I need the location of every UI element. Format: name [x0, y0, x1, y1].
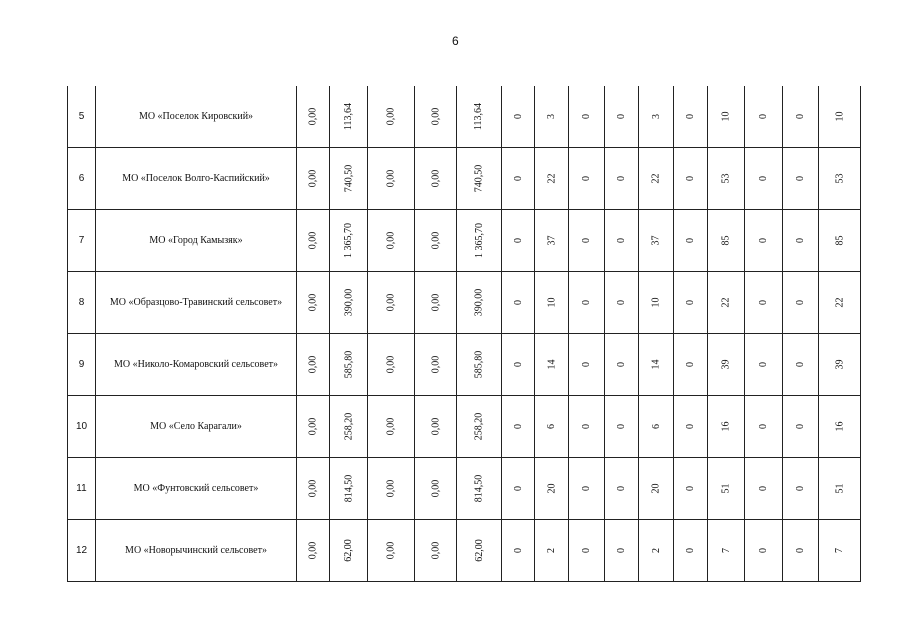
value-cell: [415, 458, 457, 520]
municipality-name: МО «Поселок Волго-Каспийский»: [96, 148, 297, 210]
value-cell: [457, 458, 502, 520]
value-text: 0: [758, 424, 769, 429]
value-text: 0: [512, 176, 524, 181]
value-cell: [415, 148, 457, 210]
value-cell: [535, 210, 569, 272]
value-text: 585,80: [473, 350, 485, 379]
value-cell: [745, 396, 783, 458]
data-table: [67, 86, 861, 582]
value-text: 6: [650, 424, 662, 429]
municipality-name: МО «Фунтовский сельсовет»: [96, 458, 297, 520]
value-text: 85: [720, 235, 732, 246]
table-row: [68, 458, 861, 520]
value-cell: [535, 396, 569, 458]
value-cell: [415, 396, 457, 458]
value-cell: [708, 396, 745, 458]
value-cell: [674, 86, 708, 148]
value-cell: [569, 458, 605, 520]
value-text: 0,00: [430, 107, 441, 126]
value-cell: [297, 272, 330, 334]
value-text: 22: [834, 297, 845, 308]
value-cell: [674, 396, 708, 458]
value-text: 0: [685, 362, 696, 367]
value-text: 0: [581, 300, 592, 305]
value-cell: [502, 86, 535, 148]
row-number: 5: [68, 86, 96, 148]
value-cell: [569, 396, 605, 458]
value-cell: [745, 334, 783, 396]
value-text: 0: [581, 424, 592, 429]
value-cell: [605, 210, 639, 272]
value-cell: [368, 272, 415, 334]
value-text: 53: [834, 173, 845, 184]
value-cell: [639, 458, 674, 520]
municipality-name: МО «Поселок Кировский»: [96, 86, 297, 148]
value-cell: [674, 520, 708, 582]
value-cell: [330, 272, 368, 334]
value-text: 0: [685, 176, 696, 181]
value-text: 0,00: [430, 231, 441, 250]
value-cell: [457, 396, 502, 458]
value-cell: [368, 458, 415, 520]
value-text: 10: [720, 111, 732, 122]
value-cell: [745, 86, 783, 148]
value-text: 14: [650, 359, 662, 370]
value-cell: [535, 458, 569, 520]
value-text: 20: [546, 483, 557, 494]
value-text: 0: [581, 362, 592, 367]
value-cell: [674, 148, 708, 210]
value-text: 0: [758, 548, 769, 553]
value-text: 0: [616, 176, 627, 181]
value-text: 16: [720, 421, 732, 432]
value-text: 0,00: [385, 479, 397, 498]
value-cell: [535, 148, 569, 210]
value-cell: [502, 334, 535, 396]
value-text: 2: [650, 548, 662, 553]
value-cell: [783, 334, 819, 396]
value-text: 0,00: [385, 107, 397, 126]
value-cell: [535, 334, 569, 396]
value-text: 37: [546, 235, 557, 246]
value-cell: [639, 86, 674, 148]
value-cell: [605, 86, 639, 148]
row-number: 11: [68, 458, 96, 520]
value-cell: [297, 86, 330, 148]
value-text: 0: [616, 486, 627, 491]
value-cell: [605, 334, 639, 396]
value-text: 0,00: [430, 169, 441, 188]
value-cell: [605, 520, 639, 582]
value-text: 39: [834, 359, 845, 370]
value-cell: [708, 210, 745, 272]
value-cell: [674, 458, 708, 520]
value-cell: [569, 520, 605, 582]
value-cell: [535, 86, 569, 148]
value-text: 53: [720, 173, 732, 184]
page-number: 6: [452, 34, 459, 48]
value-cell: [415, 520, 457, 582]
value-text: 0: [581, 548, 592, 553]
value-text: 85: [834, 235, 845, 246]
value-cell: [297, 520, 330, 582]
value-text: 0: [512, 548, 524, 553]
value-cell: [639, 520, 674, 582]
value-text: 113,64: [342, 102, 354, 131]
value-text: 16: [834, 421, 845, 432]
value-text: 0: [758, 362, 769, 367]
value-text: 22: [650, 173, 662, 184]
value-text: 585,80: [343, 350, 354, 379]
value-text: 0: [685, 486, 696, 491]
value-cell: [783, 210, 819, 272]
value-text: 37: [650, 235, 662, 246]
value-text: 0: [581, 176, 592, 181]
value-text: 0: [512, 238, 524, 243]
value-text: 0: [795, 176, 806, 181]
row-number: 7: [68, 210, 96, 272]
value-cell: [708, 334, 745, 396]
value-cell: [502, 148, 535, 210]
value-text: 0: [685, 424, 696, 429]
value-text: 0: [581, 114, 592, 119]
value-text: 0,00: [430, 417, 441, 436]
value-cell: [502, 520, 535, 582]
value-text: 10: [546, 297, 557, 308]
value-text: 0: [795, 238, 806, 243]
value-text: 6: [546, 424, 557, 429]
value-cell: [639, 148, 674, 210]
value-text: 0: [685, 548, 696, 553]
value-text: 0: [581, 486, 592, 491]
value-cell: [819, 520, 861, 582]
row-number: 8: [68, 272, 96, 334]
value-text: 0: [512, 114, 524, 119]
value-cell: [569, 210, 605, 272]
value-cell: [502, 210, 535, 272]
value-text: 51: [834, 483, 845, 494]
value-text: 3: [546, 114, 557, 119]
value-cell: [745, 148, 783, 210]
value-cell: [605, 148, 639, 210]
value-cell: [783, 520, 819, 582]
value-text: 0,00: [307, 479, 319, 498]
value-cell: [297, 148, 330, 210]
value-text: 258,20: [343, 412, 354, 441]
value-text: 740,50: [343, 164, 354, 193]
value-cell: [783, 272, 819, 334]
value-cell: [330, 210, 368, 272]
value-text: 0,00: [385, 293, 397, 312]
value-text: 0,00: [385, 541, 397, 560]
value-cell: [368, 520, 415, 582]
value-text: 0: [685, 238, 696, 243]
value-text: 0: [795, 300, 806, 305]
row-number: 10: [68, 396, 96, 458]
municipality-name: МО «Николо-Комаровский сельсовет»: [96, 334, 297, 396]
value-text: 814,50: [343, 474, 354, 503]
value-text: 0: [581, 238, 592, 243]
value-text: 0,00: [385, 355, 397, 374]
municipality-name: МО «Новорычинский сельсовет»: [96, 520, 297, 582]
value-cell: [535, 272, 569, 334]
table-row: [68, 86, 861, 148]
value-cell: [819, 458, 861, 520]
value-cell: [639, 396, 674, 458]
value-cell: [819, 148, 861, 210]
value-text: 2: [546, 548, 557, 553]
value-cell: [535, 520, 569, 582]
value-cell: [674, 210, 708, 272]
value-cell: [708, 272, 745, 334]
value-text: 20: [650, 483, 662, 494]
value-cell: [745, 272, 783, 334]
value-text: 740,50: [473, 164, 485, 193]
value-cell: [569, 272, 605, 334]
value-text: 390,00: [473, 288, 485, 317]
value-cell: [783, 148, 819, 210]
value-cell: [330, 86, 368, 148]
value-text: 22: [546, 173, 557, 184]
value-text: 0,00: [430, 293, 441, 312]
value-text: 0,00: [307, 355, 319, 374]
value-cell: [368, 86, 415, 148]
value-cell: [457, 148, 502, 210]
value-text: 0,00: [307, 293, 319, 312]
value-cell: [605, 458, 639, 520]
municipality-name: МО «Образцово-Травинский сельсовет»: [96, 272, 297, 334]
value-text: 0: [758, 238, 769, 243]
value-text: 0: [758, 486, 769, 491]
value-text: 0: [685, 114, 696, 119]
row-number: 12: [68, 520, 96, 582]
value-cell: [457, 334, 502, 396]
value-cell: [457, 210, 502, 272]
value-text: 814,50: [473, 474, 485, 503]
table-row: [68, 520, 861, 582]
value-text: 390,00: [343, 288, 354, 317]
value-cell: [569, 86, 605, 148]
value-cell: [415, 86, 457, 148]
value-cell: [569, 148, 605, 210]
value-cell: [415, 334, 457, 396]
value-cell: [297, 396, 330, 458]
table-row: [68, 396, 861, 458]
value-cell: [297, 458, 330, 520]
value-text: 0,00: [385, 417, 397, 436]
value-cell: [674, 334, 708, 396]
value-cell: [708, 520, 745, 582]
value-cell: [457, 86, 502, 148]
value-text: 258,20: [473, 412, 485, 441]
value-cell: [783, 396, 819, 458]
value-text: 0: [616, 362, 627, 367]
value-text: 0: [616, 114, 627, 119]
value-cell: [708, 458, 745, 520]
data-table-container: [67, 86, 860, 578]
value-text: 0,00: [430, 355, 441, 374]
value-text: 62,00: [473, 539, 485, 562]
municipality-name: МО «Город Камызяк»: [96, 210, 297, 272]
value-text: 0: [795, 114, 806, 119]
value-text: 0: [616, 300, 627, 305]
value-cell: [819, 396, 861, 458]
value-cell: [502, 272, 535, 334]
value-cell: [819, 210, 861, 272]
value-text: 3: [650, 114, 662, 119]
value-text: 7: [834, 548, 845, 553]
value-cell: [368, 210, 415, 272]
value-cell: [502, 396, 535, 458]
value-text: 0,00: [430, 541, 441, 560]
value-text: 0,00: [307, 169, 319, 188]
value-text: 39: [720, 359, 732, 370]
value-cell: [368, 334, 415, 396]
value-cell: [330, 148, 368, 210]
value-cell: [708, 86, 745, 148]
value-cell: [457, 520, 502, 582]
value-text: 0: [795, 486, 806, 491]
value-text: 0,00: [430, 479, 441, 498]
value-text: 1 365,70: [343, 223, 354, 258]
value-text: 0: [616, 548, 627, 553]
value-text: 62,00: [343, 539, 354, 562]
value-cell: [605, 272, 639, 334]
value-cell: [819, 334, 861, 396]
value-text: 0,00: [307, 231, 319, 250]
value-text: 113,64: [473, 102, 485, 131]
value-cell: [639, 210, 674, 272]
value-text: 0: [512, 362, 524, 367]
table-row: [68, 334, 861, 396]
value-cell: [639, 272, 674, 334]
value-cell: [297, 334, 330, 396]
value-text: 1 365,70: [473, 223, 485, 258]
value-text: 0: [512, 424, 524, 429]
value-cell: [330, 396, 368, 458]
value-text: 0: [795, 548, 806, 553]
value-text: 0,00: [385, 169, 397, 188]
value-cell: [708, 148, 745, 210]
value-text: 0: [616, 238, 627, 243]
value-cell: [368, 396, 415, 458]
value-cell: [674, 272, 708, 334]
value-cell: [330, 458, 368, 520]
value-text: 10: [834, 111, 845, 122]
value-text: 0: [512, 486, 524, 491]
row-number: 9: [68, 334, 96, 396]
value-text: 0: [758, 114, 769, 119]
value-cell: [330, 520, 368, 582]
value-cell: [745, 520, 783, 582]
value-text: 0,00: [307, 107, 319, 126]
municipality-name: МО «Село Карагали»: [96, 396, 297, 458]
value-cell: [745, 210, 783, 272]
value-cell: [415, 272, 457, 334]
value-text: 0,00: [307, 417, 319, 436]
value-text: 10: [650, 297, 662, 308]
row-number: 6: [68, 148, 96, 210]
table-row: [68, 148, 861, 210]
value-cell: [639, 334, 674, 396]
value-cell: [297, 210, 330, 272]
value-cell: [819, 272, 861, 334]
value-text: 0: [758, 300, 769, 305]
value-cell: [605, 396, 639, 458]
value-text: 0: [512, 300, 524, 305]
table-row: [68, 210, 861, 272]
value-cell: [783, 458, 819, 520]
value-text: 0: [795, 424, 806, 429]
value-cell: [415, 210, 457, 272]
value-cell: [819, 86, 861, 148]
value-text: 0: [758, 176, 769, 181]
value-cell: [330, 334, 368, 396]
value-text: 0: [685, 300, 696, 305]
value-cell: [368, 148, 415, 210]
value-text: 0: [795, 362, 806, 367]
value-text: 14: [546, 359, 557, 370]
value-cell: [783, 86, 819, 148]
value-cell: [457, 272, 502, 334]
value-text: 0,00: [307, 541, 319, 560]
value-text: 7: [720, 548, 732, 553]
value-cell: [745, 458, 783, 520]
value-cell: [569, 334, 605, 396]
value-text: 22: [720, 297, 732, 308]
table-row: [68, 272, 861, 334]
value-text: 0: [616, 424, 627, 429]
value-text: 0,00: [385, 231, 397, 250]
value-text: 51: [720, 483, 732, 494]
value-cell: [502, 458, 535, 520]
